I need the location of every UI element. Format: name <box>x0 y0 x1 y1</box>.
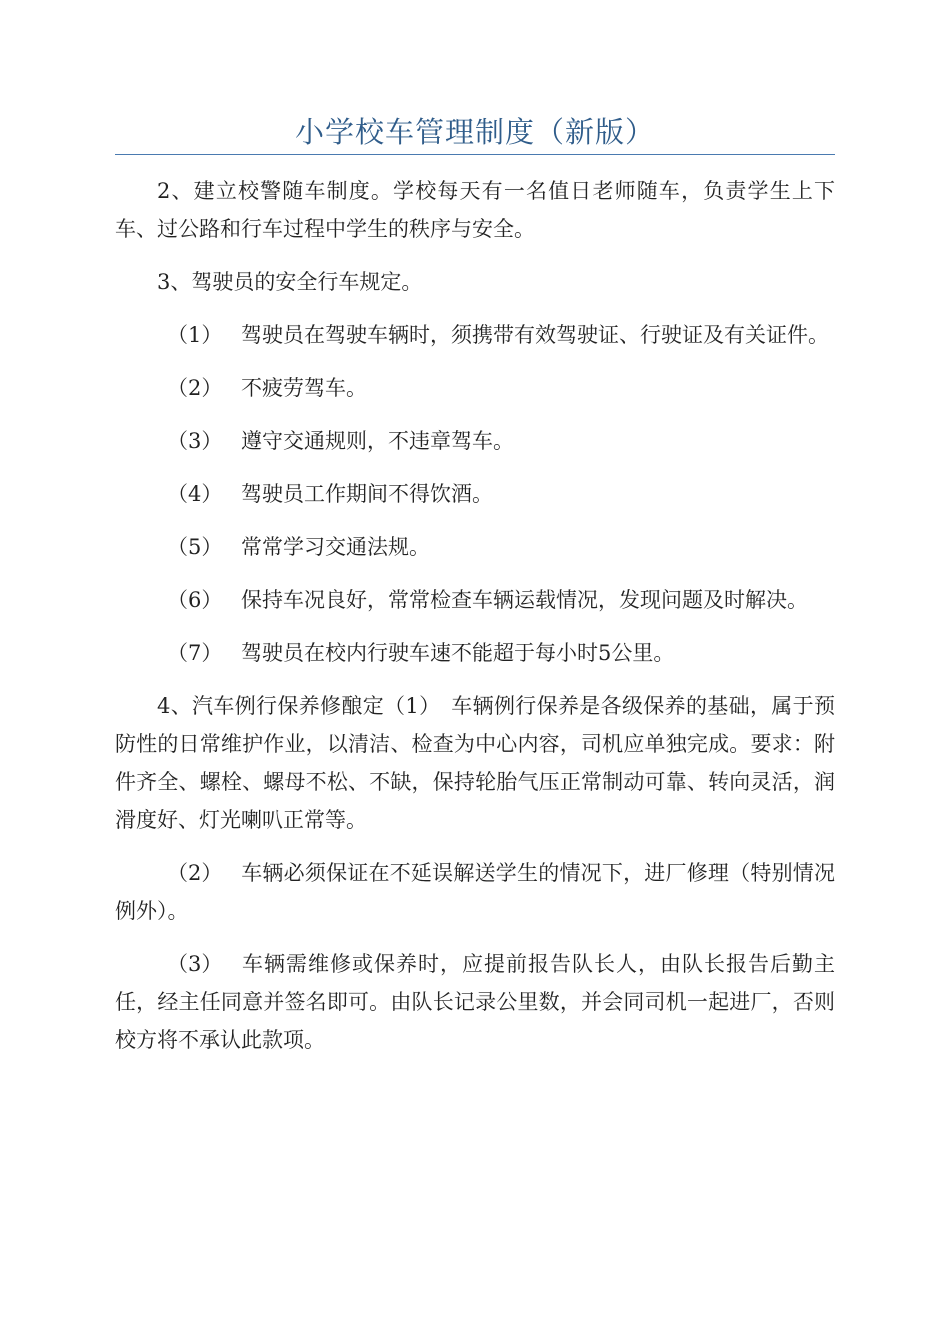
item-number: （6） <box>167 588 223 612</box>
item-text: 不疲劳驾车。 <box>241 376 367 400</box>
item-number: （5） <box>167 535 223 559</box>
paragraph-2 <box>115 172 835 248</box>
title-underline <box>115 154 835 155</box>
list-item-6 <box>115 581 835 619</box>
paragraph-text: 2、建立校警随车制度。学校每天有一名值日老师随车，负责学生上下车、过公路和行车过程中学生的秩序与安全。 <box>115 179 835 241</box>
list-item-1 <box>115 316 835 354</box>
document-body <box>115 172 835 1074</box>
item-text: 遵守交通规则，不违章驾车。 <box>241 429 514 453</box>
item-text: 车辆需维修或保养时，应提前报告队长人，由队长报告后勤主任，经主任同意并签名即可。由队长记录公里数，并会同司机一起进厂，否则校方将不承认此款项。 <box>115 952 835 1052</box>
list-item-3 <box>115 422 835 460</box>
item-text: 驾驶员在驾驶车辆时，须携带有效驾驶证、行驶证及有关证件。 <box>241 323 829 347</box>
item-text: 驾驶员工作期间不得饮酒。 <box>241 482 493 506</box>
list-item-2 <box>115 369 835 407</box>
document-title: 小学校车管理制度（新版） <box>294 115 655 149</box>
item-text: 保持车况良好，常常检查车辆运载情况，发现问题及时解决。 <box>241 588 808 612</box>
paragraph-3 <box>115 263 835 301</box>
list-item-maint-2 <box>115 854 835 930</box>
item-number: （3） <box>167 952 223 976</box>
paragraph-4 <box>115 687 835 839</box>
item-number: （1） <box>167 323 223 347</box>
item-number: （3） <box>167 429 223 453</box>
list-item-5 <box>115 528 835 566</box>
item-number: （2） <box>167 376 223 400</box>
item-text: 车辆必须保证在不延误解送学生的情况下，进厂修理（特别情况例外）。 <box>115 861 835 923</box>
paragraph-text: 3、驾驶员的安全行车规定。 <box>157 270 423 294</box>
item-text: 常常学习交通法规。 <box>241 535 430 559</box>
item-number: （7） <box>167 641 223 665</box>
item-number: （2） <box>167 861 223 885</box>
item-number: （4） <box>167 482 223 506</box>
list-item-4 <box>115 475 835 513</box>
item-text: 驾驶员在校内行驶车速不能超于每小时5公里。 <box>241 641 675 665</box>
list-item-7 <box>115 634 835 672</box>
paragraph-text: 4、汽车例行保养修酿定（1） 车辆例行保养是各级保养的基础，属于预防性的日常维护作业，以清洁、检查为中心内容，司机应单独完成。要求：附件齐全、螺栓、螺母不松、不缺，保持轮胎气压正常制动可靠、转向灵活，润滑度好、灯光喇叭正常等。 <box>115 694 835 832</box>
list-item-maint-3 <box>115 945 835 1059</box>
